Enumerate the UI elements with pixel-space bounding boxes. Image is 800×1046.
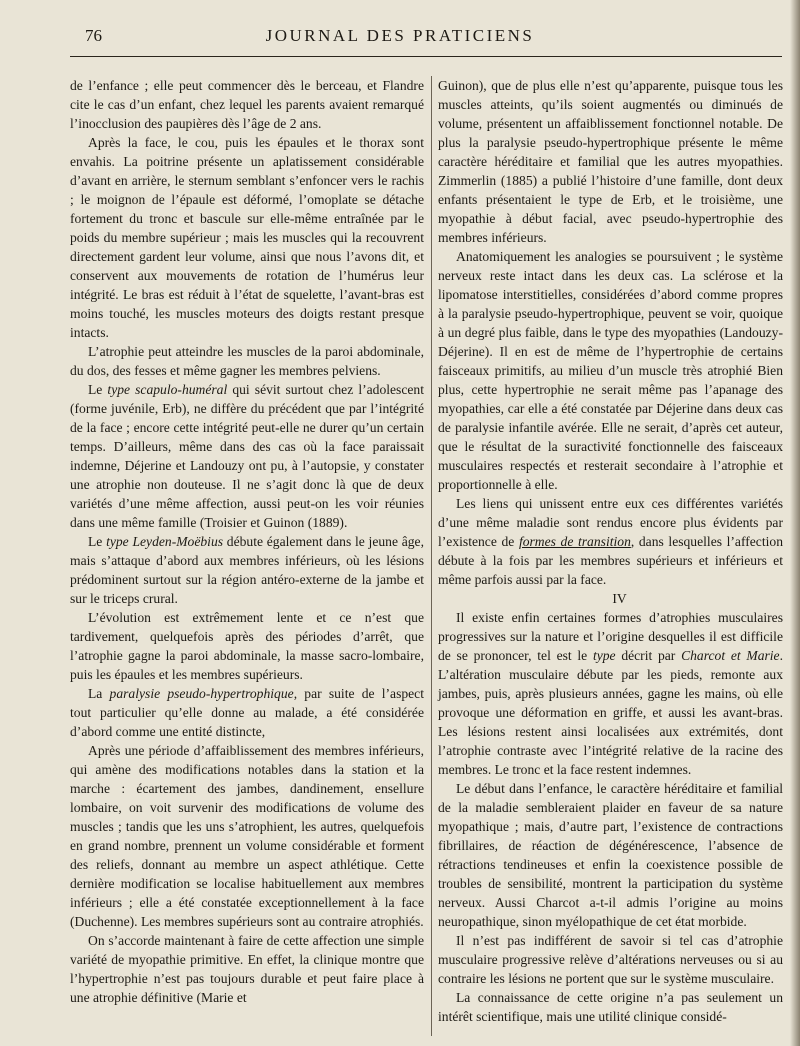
italic-text: type scapulo-huméral xyxy=(107,382,228,397)
paragraph xyxy=(438,988,783,1026)
paragraph xyxy=(438,494,783,589)
paragraph xyxy=(438,247,783,494)
page-edge-shadow xyxy=(790,0,800,1046)
running-title: JOURNAL DES PRATICIENS xyxy=(265,26,535,45)
text-run: décrit par xyxy=(615,648,682,663)
paragraph xyxy=(70,380,424,532)
paragraph xyxy=(438,608,783,779)
header-rule xyxy=(70,56,782,57)
text-run: . L’altération musculaire débute par les pieds, remonte aux jambes, puis, après plusieurs années, gagne les mains, où elle provoque une déformation en griffe, et aussi les avant-bras. Les lésions restent ainsi localisées aux extrémités, dont l’atrophie contraste avec l’intégrité relative de la racine des membres. Le tronc et la face restent indemnes. xyxy=(438,648,783,777)
text-run: , par suite de l’aspect tout particulier qu’elle donne au malade, a été considérée d’abord comme une entité distincte, xyxy=(70,686,424,739)
column-separator xyxy=(431,76,432,1036)
italic-text: paralysie pseudo-hypertrophique xyxy=(109,686,294,701)
text-run: de l’enfance ; elle peut commencer dès le berceau, et Flandre cite le cas d’un enfant, chez lequel les parents avaient remarqué l’inocclusion des paupières dès l’âge de 2 ans. xyxy=(70,78,424,131)
text-run: Les liens qui unissent entre eux ces différentes variétés d’une même maladie sont rendus encore plus évidents par l’existence de xyxy=(438,496,783,549)
left-column xyxy=(70,76,424,1007)
text-run: IV xyxy=(612,591,627,606)
text-run: Anatomiquement les analogies se poursuivent ; le système nerveux reste intact dans les deux cas. La sclérose et la lipomatose interstitielles, considérées d’abord comme propres à la paralysie pseudo-hypertrophique, peuvent se voir, quoique à un degré plus faible, dans le type des myopathies (Landouzy-Déjerine). Il en est de même de l’hypertrophie de certains faisceaux primitifs, au milieu d’un muscle très atrophié Bien plus, cette hypertrophie ne serait même pas l’apanage des myopathies, car elle a été constatée par Déjerine dans deux cas de paralysie infantile avérée. Elle ne serait, d’après cet auteur, que le résultat de la suractivité fonctionnelle des faisceaux musculaires respectés et resterait secondaire à l’atrophie et proportionnelle à elle. xyxy=(438,249,783,492)
paragraph xyxy=(70,608,424,684)
page-number: 76 xyxy=(85,26,102,45)
text-run: Le xyxy=(88,534,107,549)
italic-text: type xyxy=(592,648,616,663)
paragraph xyxy=(70,76,424,133)
text-run: La xyxy=(88,686,110,701)
paragraph xyxy=(70,684,424,741)
text-run: Guinon), que de plus elle n’est qu’apparente, puisque tous les muscles atteints, qu’ils soient augmentés ou diminués de volume, présentent un affaiblissement fonctionnel notable. De plus la paralysie pseudo-hypertrophique présente le même caractère héréditaire et familial que les autres myopathies. Zimmerlin (1885) a publié l’histoire d’une famille, dont deux enfants présentaient le type de Erb, et le troisième, une myopathie à début facial, avec pseudo-hypertrophie des membres inférieurs. xyxy=(438,78,783,245)
text-run: Après la face, le cou, puis les épaules et le thorax sont envahis. La poitrine présente un aplatissement considérable d’avant en arrière, le sternum semblant s’enfoncer vers le rachis ; le moignon de l’épaule est déformé, l’omoplate se détache fortement du tronc et bascule sur elle-même entraînée par le poids du membre supérieur ; mais les muscles qui la recouvrent directement gardent leur volume, ainsi que nous l’avons dit, et conservent aux mouvements de rotation de l’humérus leur intégrité. Le bras est réduit à l’état de squelette, l’avant-bras est moins touché, les muscles moteurs des doigts restant presque intacts. xyxy=(70,135,424,340)
paragraph xyxy=(70,133,424,342)
text-run: débute également dans le jeune âge, mais s’attaque d’abord aux membres inférieurs, où les lésions prédominent surtout sur la région antéro-externe de la jambe et sur le triceps crural. xyxy=(70,534,424,606)
paragraph xyxy=(70,342,424,380)
text-run: On s’accorde maintenant à faire de cette affection une simple variété de myopathie primitive. En effet, la clinique montre que l’hypertrophie n’est pas toujours durable et peut faire place à une atrophie définitive (Marie et xyxy=(70,933,424,1005)
paragraph xyxy=(70,931,424,1007)
italic-text: Charcot et Marie xyxy=(681,648,780,663)
text-run: Le xyxy=(88,382,108,397)
paragraph xyxy=(70,532,424,608)
italic-text: formes de transition xyxy=(518,534,631,549)
text-run: qui sévit surtout chez l’adolescent (forme juvénile, Erb), ne diffère du précédent que par l’intégrité de la face ; encore cette intégrité peut-elle ne durer qu’un certain temps. D’ailleurs, même dans des cas où la face paraissait indemne, Déjerine et Landouzy ont pu, à l’autopsie, y constater une atrophie non douteuse. Il ne s’agit donc là que de deux variétés d’une même affection, aussi peut-on les voir réunies dans une même famille (Troisier et Guinon (1889). xyxy=(70,382,424,530)
italic-text: type Leyden-Moëbius xyxy=(106,534,224,549)
text-run: , dans lesquelles l’affection débute à la fois par les membres supérieurs et inférieurs et même parfois aussi par la face. xyxy=(438,534,783,587)
section-heading xyxy=(438,589,783,608)
text-run: Après une période d’affaiblissement des membres inférieurs, qui amène des modifications notables dans la station et la marche : écartement des jambes, dandinement, ensellure lombaire, on voit survenir des modifications de volume des muscles ; tandis que les uns s’atrophient, les autres, quelquefois en grand nombre, prennent un volume considérable et forment des reliefs, donnant au membre un aspect athlétique. Cette dernière modification se localise habituellement aux membres inférieurs ; elle a été constatée exceptionnellement à la face (Duchenne). Les membres supérieurs sont au contraire atrophiés. xyxy=(70,743,424,929)
paragraph xyxy=(438,931,783,988)
text-run: Il existe enfin certaines formes d’atrophies musculaires progressives sur la nature et l’origine desquelles il est difficile de se prononcer, tel est le xyxy=(438,610,783,663)
text-run: L’atrophie peut atteindre les muscles de la paroi abdominale, du dos, des fesses et même gagner les membres pelviens. xyxy=(70,344,424,378)
paragraph xyxy=(438,779,783,931)
page-header xyxy=(0,26,800,56)
text-run: Il n’est pas indifférent de savoir si tel cas d’atrophie musculaire progressive relève d’altérations nerveuses ou si au contraire les lésions ne portent que sur le système musculaire. xyxy=(438,933,783,986)
text-run: La connaissance de cette origine n’a pas seulement un intérêt scientifique, mais une utilité clinique considé- xyxy=(438,990,783,1024)
paragraph xyxy=(438,76,783,247)
paragraph xyxy=(70,741,424,931)
text-run: Le début dans l’enfance, le caractère héréditaire et familial de la maladie sembleraient plaider en faveur de sa nature myopathique ; mais, d’autre part, l’existence de contractions fibrillaires, de réaction de dégénérescence, l’absence de rétractions tendineuses et enfin la coexistence possible de troubles de sensibilité, montrent la participation du système nerveux. Aussi Charcot a-t-il admis l’origine au moins neuropathique, sinon myélopathique de cet état morbide. xyxy=(438,781,783,929)
right-column xyxy=(438,76,783,1026)
text-run: L’évolution est extrêmement lente et ce n’est que tardivement, quelquefois après des périodes d’arrêt, que l’atrophie gagne la paroi abdominale, la masse sacro-lombaire, puis les épaules et les membres supérieurs. xyxy=(70,610,424,682)
